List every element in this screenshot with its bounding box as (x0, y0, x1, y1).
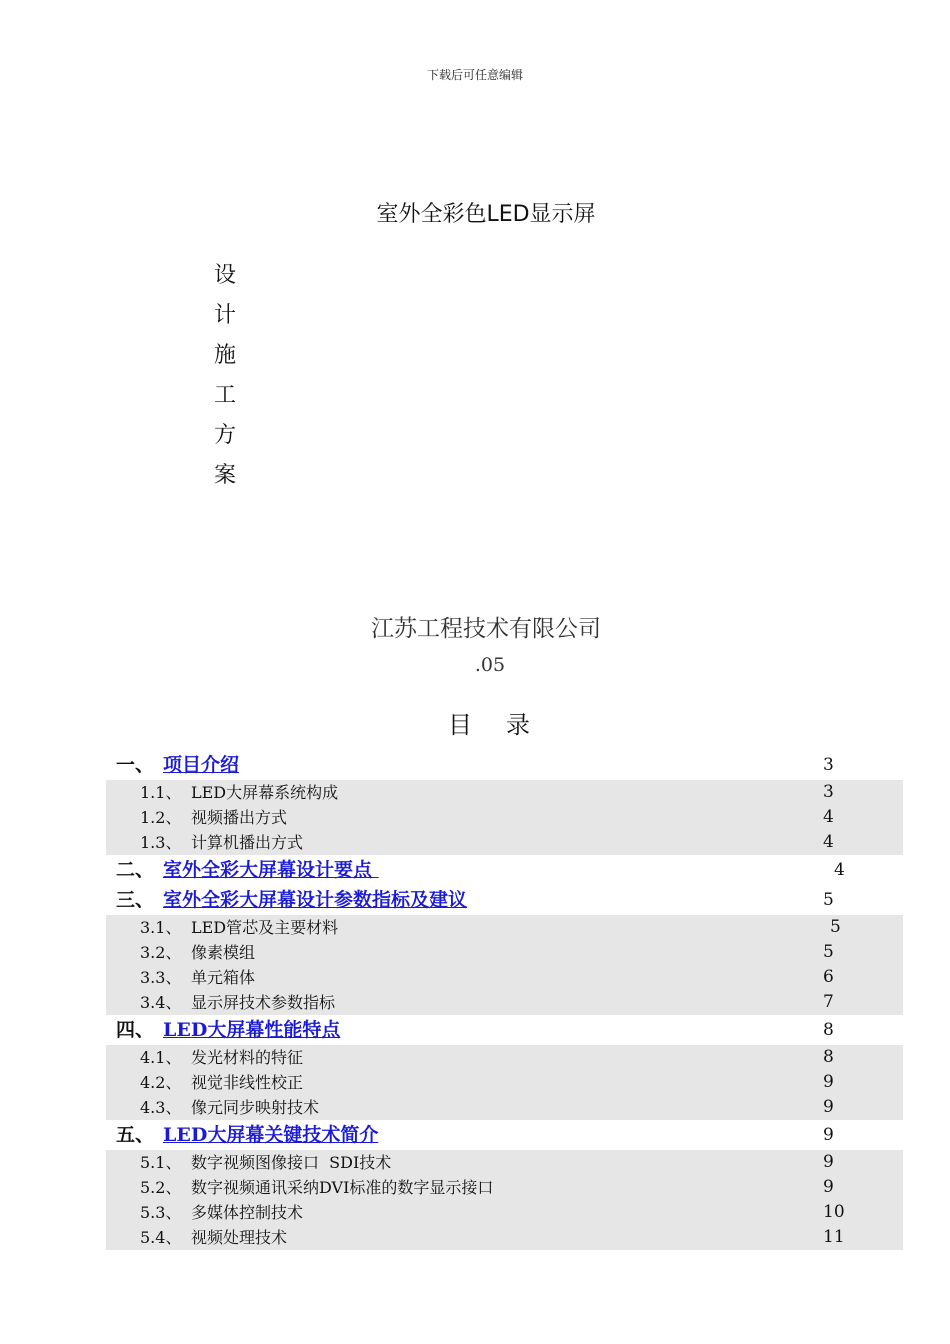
toc-subsection-label: 多媒体控制技术 (191, 1203, 304, 1222)
toc-section (106, 855, 903, 885)
toc-subsection-number: 4.2、 (140, 1073, 182, 1092)
document-date: .05 (474, 654, 506, 676)
toc-subsection-row (106, 940, 903, 965)
toc-section-link[interactable]: 室外全彩大屏幕设计参数指标及建议 (163, 889, 468, 911)
toc-subsection-page: 9 (823, 1177, 834, 1197)
toc-subsection-label: 单元箱体 (191, 968, 256, 987)
vertical-char: 方 (214, 423, 237, 448)
toc-subsection-page: 7 (823, 992, 834, 1012)
toc-subsection-number: 1.1、 (140, 783, 182, 802)
vertical-char: 施 (214, 343, 237, 368)
toc-subsection-number: 1.2、 (140, 808, 182, 827)
toc-subsection-row (106, 830, 903, 855)
table-of-contents (106, 750, 903, 1250)
toc-subsection-label: 像素模组 (191, 943, 256, 962)
toc-section-link[interactable]: LED大屏幕关键技术简介 (163, 1124, 379, 1146)
toc-subsection-label: 视频处理技术 (191, 1228, 288, 1247)
document-title: 室外全彩色LED显示屏 (376, 202, 596, 227)
toc-subsection-row (106, 1175, 903, 1200)
toc-subsection-row (106, 1045, 903, 1070)
toc-subsection-label: 显示屏技术参数指标 (191, 993, 336, 1012)
toc-subsection-group (106, 915, 903, 1015)
toc-section-link[interactable]: LED大屏幕性能特点 (163, 1019, 341, 1041)
toc-subsection-label: 计算机播出方式 (191, 833, 304, 852)
toc-subsection-page: 9 (823, 1072, 834, 1092)
toc-section-link[interactable]: 室外全彩大屏幕设计要点 (163, 859, 379, 881)
toc-subsection-row (106, 1200, 903, 1225)
toc-section-number: 三、 (116, 889, 155, 911)
toc-subsection-page: 5 (830, 917, 841, 937)
vertical-char: 工 (214, 383, 237, 408)
toc-subsection-page: 3 (823, 782, 834, 802)
toc-subsection-page: 10 (823, 1202, 845, 1222)
toc-section-number: 四、 (116, 1019, 155, 1041)
toc-subsection-page: 9 (823, 1152, 834, 1172)
toc-subsection-row (106, 965, 903, 990)
toc-subsection-page: 5 (823, 942, 834, 962)
toc-subsection-page: 9 (823, 1097, 834, 1117)
toc-section (106, 885, 903, 915)
toc-heading: 目录 (448, 711, 564, 739)
toc-section-page: 8 (823, 1020, 834, 1040)
toc-section (106, 1120, 903, 1150)
toc-subsection-label: 视觉非线性校正 (191, 1073, 304, 1092)
toc-section-number: 五、 (116, 1124, 155, 1146)
toc-section (106, 1015, 903, 1045)
toc-subsection-row (106, 1225, 903, 1250)
toc-subsection-page: 8 (823, 1047, 834, 1067)
toc-subsection-page: 4 (823, 832, 834, 852)
toc-subsection-label: 发光材料的特征 (191, 1048, 304, 1067)
toc-subsection-label: 数字视频通讯采纳DVI标准的数字显示接口 (191, 1178, 494, 1197)
toc-subsection-row (106, 990, 903, 1015)
toc-subsection-group (106, 780, 903, 855)
toc-subsection-number: 4.1、 (140, 1048, 182, 1067)
toc-section-page: 3 (823, 755, 834, 775)
toc-subsection-label: LED管芯及主要材料 (191, 918, 339, 937)
toc-subsection-number: 5.4、 (140, 1228, 182, 1247)
toc-subsection-row (106, 915, 903, 940)
toc-subsection-number: 3.4、 (140, 993, 182, 1012)
vertical-char: 计 (214, 303, 237, 328)
toc-section-page: 5 (823, 890, 834, 910)
vertical-char: 设 (214, 263, 237, 288)
toc-subsection-number: 4.3、 (140, 1098, 182, 1117)
toc-subsection-number: 5.1、 (140, 1153, 182, 1172)
toc-section-link[interactable]: 项目介绍 (163, 754, 240, 776)
toc-subsection-row (106, 1095, 903, 1120)
vertical-subtitle (214, 258, 244, 498)
toc-subsection-label: LED大屏幕系统构成 (191, 783, 339, 802)
toc-subsection-row (106, 1070, 903, 1095)
toc-subsection-number: 5.2、 (140, 1178, 182, 1197)
toc-subsection-number: 3.3、 (140, 968, 182, 987)
toc-subsection-number: 1.3、 (140, 833, 182, 852)
toc-subsection-row (106, 1150, 903, 1175)
company-name: 江苏工程技术有限公司 (371, 616, 601, 642)
toc-section-page: 4 (834, 860, 845, 880)
toc-subsection-row (106, 780, 903, 805)
toc-subsection-number: 3.1、 (140, 918, 182, 937)
toc-subsection-page: 11 (823, 1227, 845, 1247)
toc-subsection-group (106, 1150, 903, 1250)
toc-subsection-page: 6 (823, 967, 834, 987)
toc-subsection-group (106, 1045, 903, 1120)
toc-section (106, 750, 903, 780)
toc-subsection-label: 视频播出方式 (191, 808, 288, 827)
vertical-char: 案 (214, 463, 237, 488)
toc-section-page: 9 (823, 1125, 834, 1145)
toc-section-number: 一、 (116, 754, 155, 776)
toc-subsection-number: 5.3、 (140, 1203, 182, 1222)
toc-subsection-label: 数字视频图像接口 SDI技术 (191, 1153, 392, 1172)
header-note: 下载后可任意编辑 (426, 68, 523, 82)
toc-subsection-label: 像元同步映射技术 (191, 1098, 320, 1117)
toc-subsection-row (106, 805, 903, 830)
toc-subsection-page: 4 (823, 807, 834, 827)
toc-section-number: 二、 (116, 859, 155, 881)
toc-subsection-number: 3.2、 (140, 943, 182, 962)
